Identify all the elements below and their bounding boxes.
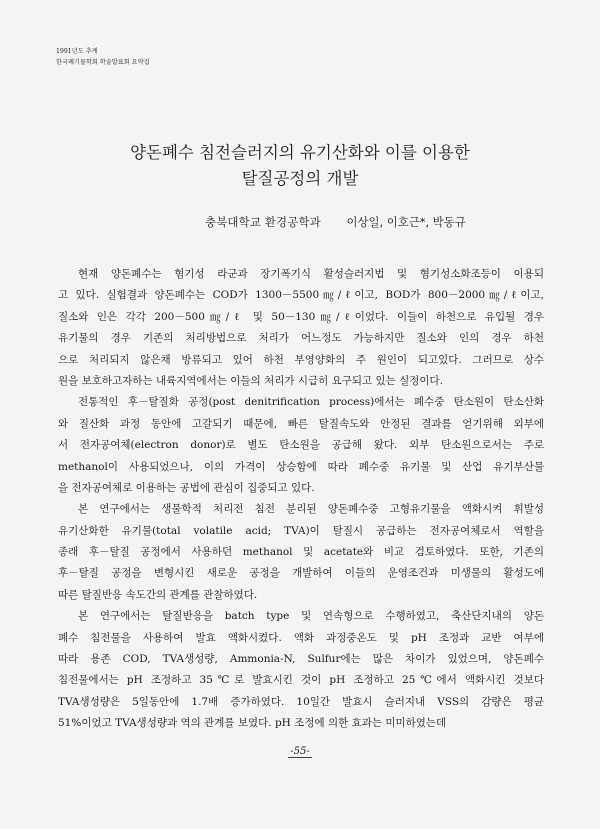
text-line: methanol이 사용되었으나, 이의 가격이 상승함에 따라 폐수중 유기물 및 산업 유기부산물	[58, 460, 544, 473]
text-line: 종래 후－탈질 공정에서 사용하던 methanol 및 acetate와 비교 검토하였다. 또한, 기존의	[58, 546, 544, 559]
text-line: 서 전자공여체(electron donor)로 별도 탄소원을 공급해 왔다. 외부 탄소원으로서는 주로	[58, 439, 544, 452]
text-line: 전통적인 후－탈질화 공정(post denitrification process)에서는 폐수중 탄소원이 탄소산화	[78, 396, 544, 409]
running-head-line-2: 한국폐기물학회 학술발표회 요약집	[56, 59, 150, 66]
author-names: 이상일, 이호근*, 박동규	[346, 215, 466, 229]
running-head-line-1: 1991년도 추계	[56, 48, 98, 55]
text-line: 현재 양돈폐수는 혐기성 라군과 장기폭기식 활성슬러지법 및 혐기성소화조등이 이용되	[78, 268, 544, 280]
text-line: 으로 처리되지 않은채 방류되고 있어 하천 부영양화의 주 원인이 되고있다. 그러므로 상수	[58, 353, 544, 366]
text-line: 유기산화한 유기물(total volatile acid; TVA)이 탈질시 공급하는 전자공여체로서 역할을	[58, 524, 544, 537]
text-line: 유기물의 경우 기존의 처리방법으로 처리가 어느정도 가능하지만 질소와 인의 경우 하천	[58, 332, 544, 345]
text-line: 와 질산화 과정 동안에 고갈되기 때문에, 빠른 탈질속도와 안정된 결과를 얻기위해 외부에	[58, 417, 544, 430]
page-number	[0, 746, 600, 757]
abstract-body	[58, 264, 544, 735]
text-line: 후－탈질 공정을 변형시킨 새로운 공정을 개발하여 이들의 운영조건과 미생물의 활성도에	[58, 567, 544, 580]
text-line: 폐수 침전물을 사용하여 발효 액화시켰다. 액화 과정중온도 및 pH 조정과 교반 여부에	[58, 631, 544, 644]
text-line: TVA생성량은 5일동안에 1.7배 증가하였다. 10일간 발효시 슬러지내 VSS의 감량은 평균	[58, 695, 544, 708]
text-line: 따른 탈질반응 속도간의 관계를 관찰하였다.	[58, 588, 258, 601]
text-line: 따라 용존 COD, TVA생성량, Ammonia-N, Sulfur에는 많은 차이가 있었으며, 양돈폐수	[58, 653, 544, 666]
running-head	[56, 46, 150, 68]
text-line: 을 전자공여체로 이용하는 공법에 관심이 집중되고 있다.	[58, 481, 315, 494]
paper-title-line-1: 양돈폐수 침전슬러지의 유기산화와 이를 이용한	[130, 143, 470, 162]
text-line: 본 연구에서는 탈질반응을 batch type 및 연속형으로 수행하였고, 축산단지내의 양돈	[78, 610, 544, 623]
page-number-text: -55-	[290, 746, 310, 757]
author-block	[205, 214, 565, 230]
text-line: 본 연구에서는 생물학적 처리전 침전 분리된 양돈폐수중 고형유기물을 액화시켜 휘발성	[78, 503, 544, 516]
text-line: 침전물에서는 pH 조정하고 35℃로 발효시킨 것이 pH 조정하고 25℃에서 액화시킨 것보다	[58, 674, 544, 687]
text-line: 질소와 인은 각각 200－500㎎/ℓ 및 50－130㎎/ℓ이었다. 이들이 하천으로 유입될 경우	[58, 310, 544, 323]
affiliation: 충북대학교 환경공학과	[205, 215, 321, 229]
text-line: 51%이었고 TVA생성량과 역의 관계를 보였다. pH 조정에 의한 효과는 미미하였는데	[58, 717, 447, 730]
text-line: 고 있다. 실험결과 양돈폐수는 COD가 1300－5500㎎/ℓ이고, BOD가 800－2000㎎/ℓ이고,	[58, 289, 544, 302]
text-line: 원을 보호하고자하는 내륙지역에서는 이들의 처리가 시급히 요구되고 있는 실정이다.	[58, 374, 444, 387]
paper-title-line-2: 탈질공정의 개발	[241, 169, 359, 188]
